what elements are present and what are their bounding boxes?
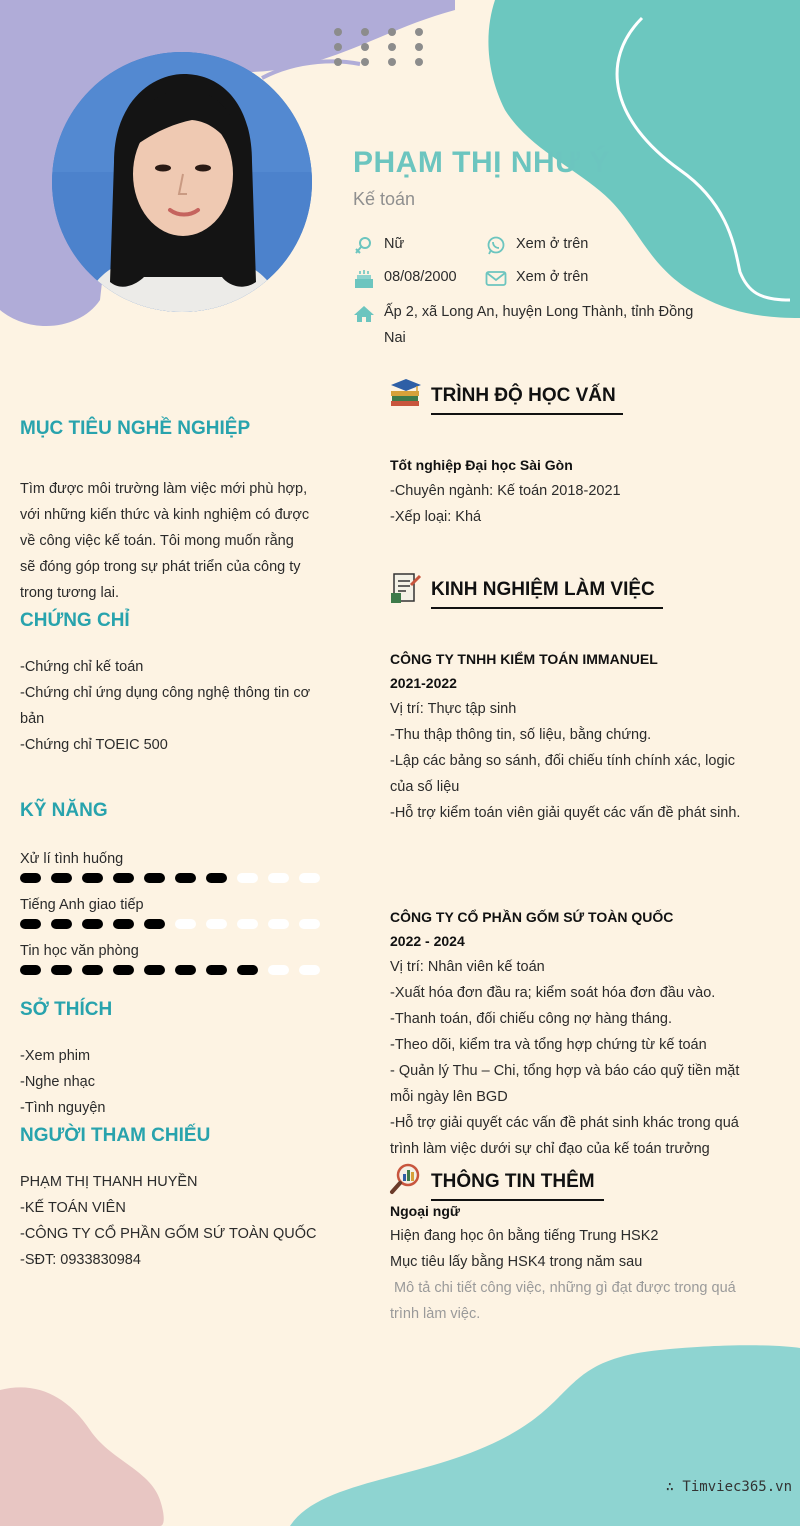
objective-line: Tìm được môi trường làm việc mới phù hợp,: [20, 481, 308, 497]
skill-segment-empty: [175, 919, 196, 929]
avatar: [52, 52, 312, 312]
job-title: Kế toán: [353, 189, 416, 209]
address-line-2: Nai: [384, 330, 406, 346]
skill-segment-filled: [51, 965, 72, 975]
skill-segment-filled: [82, 919, 103, 929]
email-row: [485, 269, 588, 289]
portrait-image: [52, 52, 312, 312]
job-line: Vị trí: Nhân viên kế toán: [390, 959, 545, 975]
certificate-item: -Chứng chỉ TOEIC 500: [20, 737, 168, 753]
skill-segment-empty: [299, 919, 320, 929]
skill-label: Tin học văn phòng: [20, 943, 139, 959]
home-icon: [353, 304, 375, 324]
skill-segment-filled: [206, 965, 227, 975]
additional-title: THÔNG TIN THÊM: [431, 1171, 604, 1201]
job-period: 2021-2022: [390, 675, 457, 691]
skill-segment-filled: [20, 965, 41, 975]
job-line: -Xuất hóa đơn đầu ra; kiểm soát hóa đơn đầu vào.: [390, 985, 716, 1001]
certificate-item: -Chứng chỉ kế toán: [20, 659, 144, 675]
phone-text: Xem ở trên: [516, 236, 589, 252]
job-company: CÔNG TY TNHH KIỂM TOÁN IMMANUEL: [390, 651, 658, 667]
job-line: -Lập các bảng so sánh, đối chiếu tính chính xác, logic: [390, 753, 735, 769]
job-line: -Thu thập thông tin, số liệu, bằng chứng.: [390, 727, 652, 743]
skill-segment-filled: [113, 919, 134, 929]
additional-line: Hiện đang học ôn bằng tiếng Trung HSK2: [390, 1228, 659, 1244]
additional-subtitle: Ngoại ngữ: [390, 1203, 461, 1219]
skill-segment-filled: [82, 873, 103, 883]
skill-segment-filled: [51, 919, 72, 929]
address-text: [384, 299, 693, 351]
skill-label: Xử lí tình huống: [20, 851, 124, 867]
skill-segment-filled: [206, 873, 227, 883]
additional-details: [390, 1223, 770, 1327]
job-line: trình làm việc dưới sự chỉ đạo của kế toán trưởng: [390, 1141, 710, 1157]
gender-row: [353, 236, 404, 256]
experience-title: KINH NGHIỆM LÀM VIỆC: [431, 579, 663, 609]
birthday-row: [353, 269, 457, 289]
pink-blob-bottom: [0, 1387, 164, 1526]
job-line: của số liệu: [390, 779, 460, 795]
skill-segment-filled: [144, 919, 165, 929]
graduation-cap-icon: [389, 377, 423, 411]
skill-segment-filled: [20, 873, 41, 883]
education-line: -Xếp loại: Khá: [390, 509, 482, 525]
skills-title: KỸ NĂNG: [20, 800, 108, 821]
skill-segment-filled: [175, 965, 196, 975]
job-details: [390, 696, 770, 826]
address-row: [353, 302, 693, 351]
reference-item: -KẾ TOÁN VIÊN: [20, 1200, 126, 1216]
job-details: [390, 954, 770, 1162]
skill-segment-filled: [175, 873, 196, 883]
skill-segment-empty: [299, 873, 320, 883]
skill-segment-filled: [20, 919, 41, 929]
hobby-item: -Xem phim: [20, 1048, 91, 1064]
skill-segment-empty: [237, 919, 258, 929]
venus-icon: [353, 236, 375, 256]
skill-segment-filled: [144, 873, 165, 883]
references-list: [20, 1169, 340, 1273]
full-name: PHẠM THỊ NHƯ Ý: [353, 146, 610, 179]
skill-segment-filled: [237, 965, 258, 975]
certificate-item: bản: [20, 711, 45, 727]
job-line: -Hỗ trợ giải quyết các vấn đề phát sinh khác trong quá: [390, 1115, 739, 1131]
education-school: Tốt nghiệp Đại học Sài Gòn: [390, 457, 573, 473]
watermark: ∴ Timviec365.vn: [665, 1479, 792, 1495]
objective-title: MỤC TIÊU NGHỀ NGHIỆP: [20, 418, 251, 439]
whatsapp-icon: [485, 236, 507, 256]
objective-line: sẽ đóng góp trong sự phát triển của công ty: [20, 559, 301, 575]
skill-segment-filled: [51, 873, 72, 883]
job-period: 2022 - 2024: [390, 933, 465, 949]
teal-blob-bottom: [290, 1345, 800, 1526]
job-line: Vị trí: Thực tập sinh: [390, 701, 517, 717]
magnifier-chart-icon: [389, 1162, 423, 1196]
skill-bar: [20, 965, 320, 977]
job-line: -Hỗ trợ kiểm toán viên giải quyết các vấn đề phát sinh.: [390, 805, 741, 821]
job-company: CÔNG TY CỔ PHẦN GỐM SỨ TOÀN QUỐC: [390, 909, 674, 925]
skill-segment-empty: [268, 965, 289, 975]
skill-segment-empty: [299, 965, 320, 975]
reference-item: -CÔNG TY CỔ PHẦN GỐM SỨ TOÀN QUỐC: [20, 1226, 317, 1242]
hobbies-list: [20, 1043, 330, 1121]
gender-text: Nữ: [384, 236, 405, 252]
placeholder-line: trình làm việc.: [390, 1306, 481, 1322]
skill-label: Tiếng Anh giao tiếp: [20, 897, 144, 913]
certificates-title: CHỨNG CHỈ: [20, 610, 130, 631]
objective-line: trong tương lai.: [20, 585, 120, 601]
birthday-text: 08/08/2000: [384, 269, 457, 285]
birthday-cake-icon: [353, 269, 375, 289]
education-title: TRÌNH ĐỘ HỌC VẤN: [431, 385, 623, 415]
hobby-item: -Nghe nhạc: [20, 1074, 95, 1090]
placeholder-line: Mô tả chi tiết công việc, những gì đạt được trong quá: [390, 1280, 736, 1296]
skill-segment-empty: [268, 873, 289, 883]
education-details: [390, 478, 621, 530]
additional-line: Mục tiêu lấy bằng HSK4 trong năm sau: [390, 1254, 643, 1270]
skill-segment-filled: [144, 965, 165, 975]
skill-bar: [20, 919, 320, 931]
references-title: NGƯỜI THAM CHIẾU: [20, 1125, 211, 1146]
objective-line: về công việc kế toán. Tôi mong muốn rằng: [20, 533, 294, 549]
reference-item: PHẠM THỊ THANH HUYỀN: [20, 1174, 198, 1190]
job-line: - Quản lý Thu – Chi, tổng hợp và báo cáo quỹ tiền mặt: [390, 1063, 740, 1079]
skill-segment-empty: [206, 919, 227, 929]
skill-segment-filled: [113, 965, 134, 975]
education-line: -Chuyên ngành: Kế toán 2018-2021: [390, 483, 621, 499]
report-icon: [389, 571, 423, 605]
email-text: Xem ở trên: [516, 269, 589, 285]
skill-segment-filled: [113, 873, 134, 883]
certificates-list: [20, 654, 330, 758]
skill-segment-filled: [82, 965, 103, 975]
objective-text: [20, 476, 330, 606]
job-line: -Thanh toán, đối chiếu công nợ hàng tháng.: [390, 1011, 672, 1027]
certificate-item: -Chứng chỉ ứng dụng công nghệ thông tin cơ: [20, 685, 311, 701]
skill-segment-empty: [237, 873, 258, 883]
skill-bar: [20, 873, 320, 885]
hobbies-title: SỞ THÍCH: [20, 999, 113, 1020]
skill-segment-empty: [268, 919, 289, 929]
job-line: -Theo dõi, kiểm tra và tổng hợp chứng từ kế toán: [390, 1037, 707, 1053]
address-line-1: Ấp 2, xã Long An, huyện Long Thành, tỉnh Đồng: [384, 304, 694, 320]
objective-line: với những kiến thức và kinh nghiệm có được: [20, 507, 310, 523]
reference-item: -SĐT: 0933830984: [20, 1252, 141, 1268]
job-line: mỗi ngày lên BGD: [390, 1089, 508, 1105]
envelope-icon: [485, 269, 507, 289]
hobby-item: -Tình nguyện: [20, 1100, 106, 1116]
phone-row: [485, 236, 588, 256]
